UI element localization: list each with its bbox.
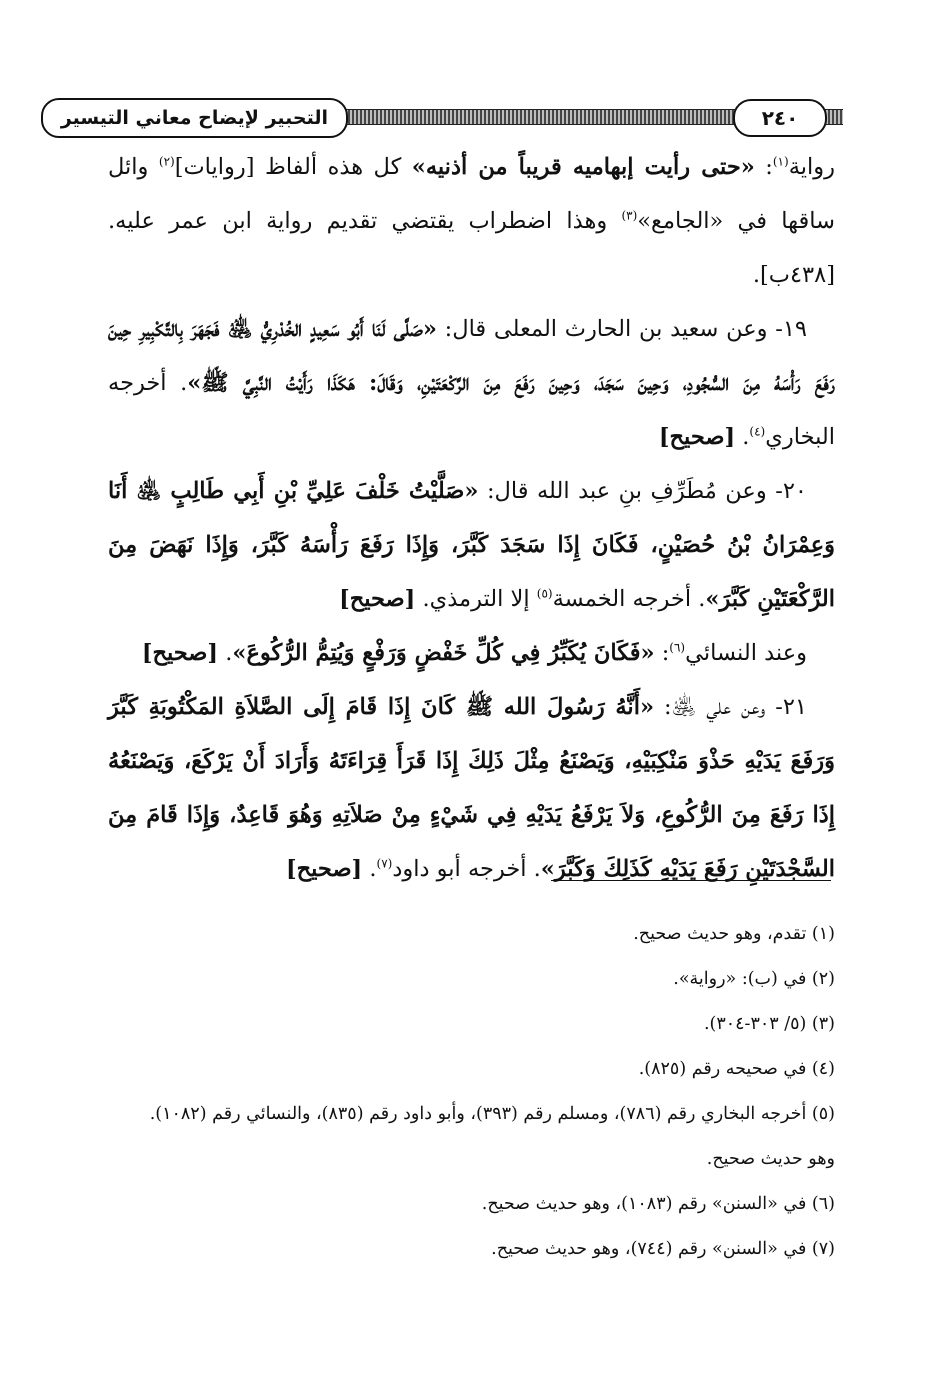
grade-label: [صحيح]: [658, 424, 736, 450]
footnote-ref: (٤): [749, 424, 766, 439]
book-title: التحبير لإيضاح معاني التيسير: [41, 98, 348, 138]
footnote-ref: (٦): [669, 640, 686, 655]
footnote-2: (٢) في (ب): «رواية».: [673, 969, 835, 989]
paragraph-continuation: رواية$^{(١)}$: «حتى رأيت إبهاميه قريباً من أذنيه» كل هذه ألفاظ [روايات]$^{(٢)}$ وائل ساقها في «الجامع»$^{(٣)}$ وهذا اضطراب يقتضي تقديم رواية ابن عمر عليه. [٤٣٨ب].: [108, 154, 835, 288]
hadith-text: «صَلَّيْتُ خَلْفَ عَلِيِّ بْنِ أَبِي طَالِبٍ ﵁ أَنَا وَعِمْرَانُ بْنُ حُصَيْنٍ، فَكَانَ إِذَا سَجَدَ كَبَّرَ، وَإِذَا رَفَعَ رَأْسَهُ كَبَّرَ، وَإِذَا نَهَضَ مِنَ الرَّكْعَتَيْنِ كَبَّرَ»: [108, 478, 835, 612]
quoted-text: «حتى رأيت إبهاميه قريباً من أذنيه»: [411, 154, 755, 180]
hadith-text: «صَلَّى لَنَا أَبُو سَعِيدٍ الخُدْرِيُّ ﵁ فَجَهَرَ بِالتَّكْبِيرِ حِينَ رَفَعَ رَأْسَهُ مِنَ السُّجُودِ، وَحِينَ سَجَدَ، وَحِينَ رَفَعَ مِنَ الرَّكْعَتَيْنِ، وَقَالَ: هَكَذَا رَأَيْتُ النَّبِيَّ ﷺ»: [108, 316, 835, 396]
hadith-19: ١٩- وعن سعيد بن الحارث المعلى قال: «صَلَّى لَنَا أَبُو سَعِيدٍ الخُدْرِيُّ ﵁ فَجَهَرَ بِالتَّكْبِيرِ حِينَ رَفَعَ رَأْسَهُ مِنَ السُّجُودِ، وَحِينَ سَجَدَ، وَحِينَ رَفَعَ مِنَ الرَّكْعَتَيْنِ، وَقَالَ: هَكَذَا رَأَيْتُ النَّبِيَّ ﷺ». أخرجه البخاري$^{(٤)}$. [صحيح]: [108, 316, 835, 450]
page-number: ٢٤٠: [733, 99, 827, 137]
footnote-3: (٣) (٥/ ٣٠٣-٣٠٤).: [703, 1014, 835, 1034]
footnote-ref: (٢): [158, 154, 175, 169]
running-header: [60, 96, 843, 142]
footnote-1: (١) تقدم، وهو حديث صحيح.: [633, 924, 835, 944]
footnote-ref: (٧): [376, 856, 393, 871]
grade-label: [صحيح]: [141, 640, 219, 666]
main-text: [108, 140, 835, 896]
hadith-20: ٢٠- وعن مُطَرِّفِ بنِ عبد الله قال: «صَلَّيْتُ خَلْفَ عَلِيِّ بْنِ أَبِي طَالِبٍ ﵁ أَنَا وَعِمْرَانُ بْنُ حُصَيْنٍ، فَكَانَ إِذَا سَجَدَ كَبَّرَ، وَإِذَا رَفَعَ رَأْسَهُ كَبَّرَ، وَإِذَا نَهَضَ مِنَ الرَّكْعَتَيْنِ كَبَّرَ». أخرجه الخمسة$^{(٥)}$ إلا الترمذي. [صحيح]: [108, 478, 835, 612]
footnote-ref: (١): [772, 154, 789, 169]
grade-label: [صحيح]: [339, 586, 416, 612]
grade-label: [صحيح]: [285, 856, 363, 882]
footnote-5-continuation: وهو حديث صحيح.: [706, 1149, 835, 1169]
hadith-21: ٢١- وعن علي ﵁: «أَنَّهُ رَسُولَ الله ﷺ كَانَ إِذَا قَامَ إِلَى الصَّلاَةِ المَكْتُوبَةِ كَبَّرَ وَرَفَعَ يَدَيْهِ حَذْوَ مَنْكِبَيْهِ، وَيَصْنَعُ مِثْلَ ذَلِكَ إِذَا قَرَأَ قِرَاءَتَهُ وَأَرَادَ أَنْ يَرْكَعَ، وَيَصْنَعُهُ إِذَا رَفَعَ مِنَ الرُّكُوعِ، وَلاَ يَرْفَعُ يَدَيْهِ فِي شَيْءٍ مِنْ صَلاَتِهِ وَهُوَ قَاعِدٌ، وَإِذَا قَامَ مِنَ السَّجْدَتَيْنِ رَفَعَ يَدَيْهِ كَذَلِكَ وَكَبَّرَ». أخرجه أبو داود$^{(٧)}$. [صحيح]: [108, 694, 835, 882]
footnote-7: (٧) في «السنن» رقم (٧٤٤)، وهو حديث صحيح.: [491, 1239, 835, 1259]
footnote-4: (٤) في صحيحه رقم (٨٢٥).: [638, 1059, 835, 1079]
footnote-separator: [551, 880, 831, 881]
nasai-variant: وعند النسائي$^{(٦)}$: «فَكَانَ يُكَبِّرُ فِي كُلِّ خَفْضٍ وَرَفْعٍ وَيُتِمُّ الرُّكُوعَ». [صحيح]: [141, 640, 807, 666]
footnote-ref: (٣): [621, 208, 638, 223]
hadith-text: «أَنَّهُ رَسُولَ الله ﷺ كَانَ إِذَا قَامَ إِلَى الصَّلاَةِ المَكْتُوبَةِ كَبَّرَ وَرَفَعَ يَدَيْهِ حَذْوَ مَنْكِبَيْهِ، وَيَصْنَعُ مِثْلَ ذَلِكَ إِذَا قَرَأَ قِرَاءَتَهُ وَأَرَادَ أَنْ يَرْكَعَ، وَيَصْنَعُهُ إِذَا رَفَعَ مِنَ الرُّكُوعِ، وَلاَ يَرْفَعُ يَدَيْهِ فِي شَيْءٍ مِنْ صَلاَتِهِ وَهُوَ قَاعِدٌ، وَإِذَا قَامَ مِنَ السَّجْدَتَيْنِ رَفَعَ يَدَيْهِ كَذَلِكَ وَكَبَّرَ»: [108, 694, 835, 882]
footnote-ref: (٥): [536, 586, 553, 601]
footnotes: [108, 912, 835, 1272]
footnote-5: (٥) أخرجه البخاري رقم (٧٨٦)، ومسلم رقم (٣٩٣)، وأبو داود رقم (٨٣٥)، والنسائي رقم (١٠٨٢).: [149, 1104, 835, 1124]
footnote-6: (٦) في «السنن» رقم (١٠٨٣)، وهو حديث صحيح.: [481, 1194, 835, 1214]
hadith-text: «فَكَانَ يُكَبِّرُ فِي كُلِّ خَفْضٍ وَرَفْعٍ وَيُتِمُّ الرُّكُوعَ»: [232, 640, 655, 666]
